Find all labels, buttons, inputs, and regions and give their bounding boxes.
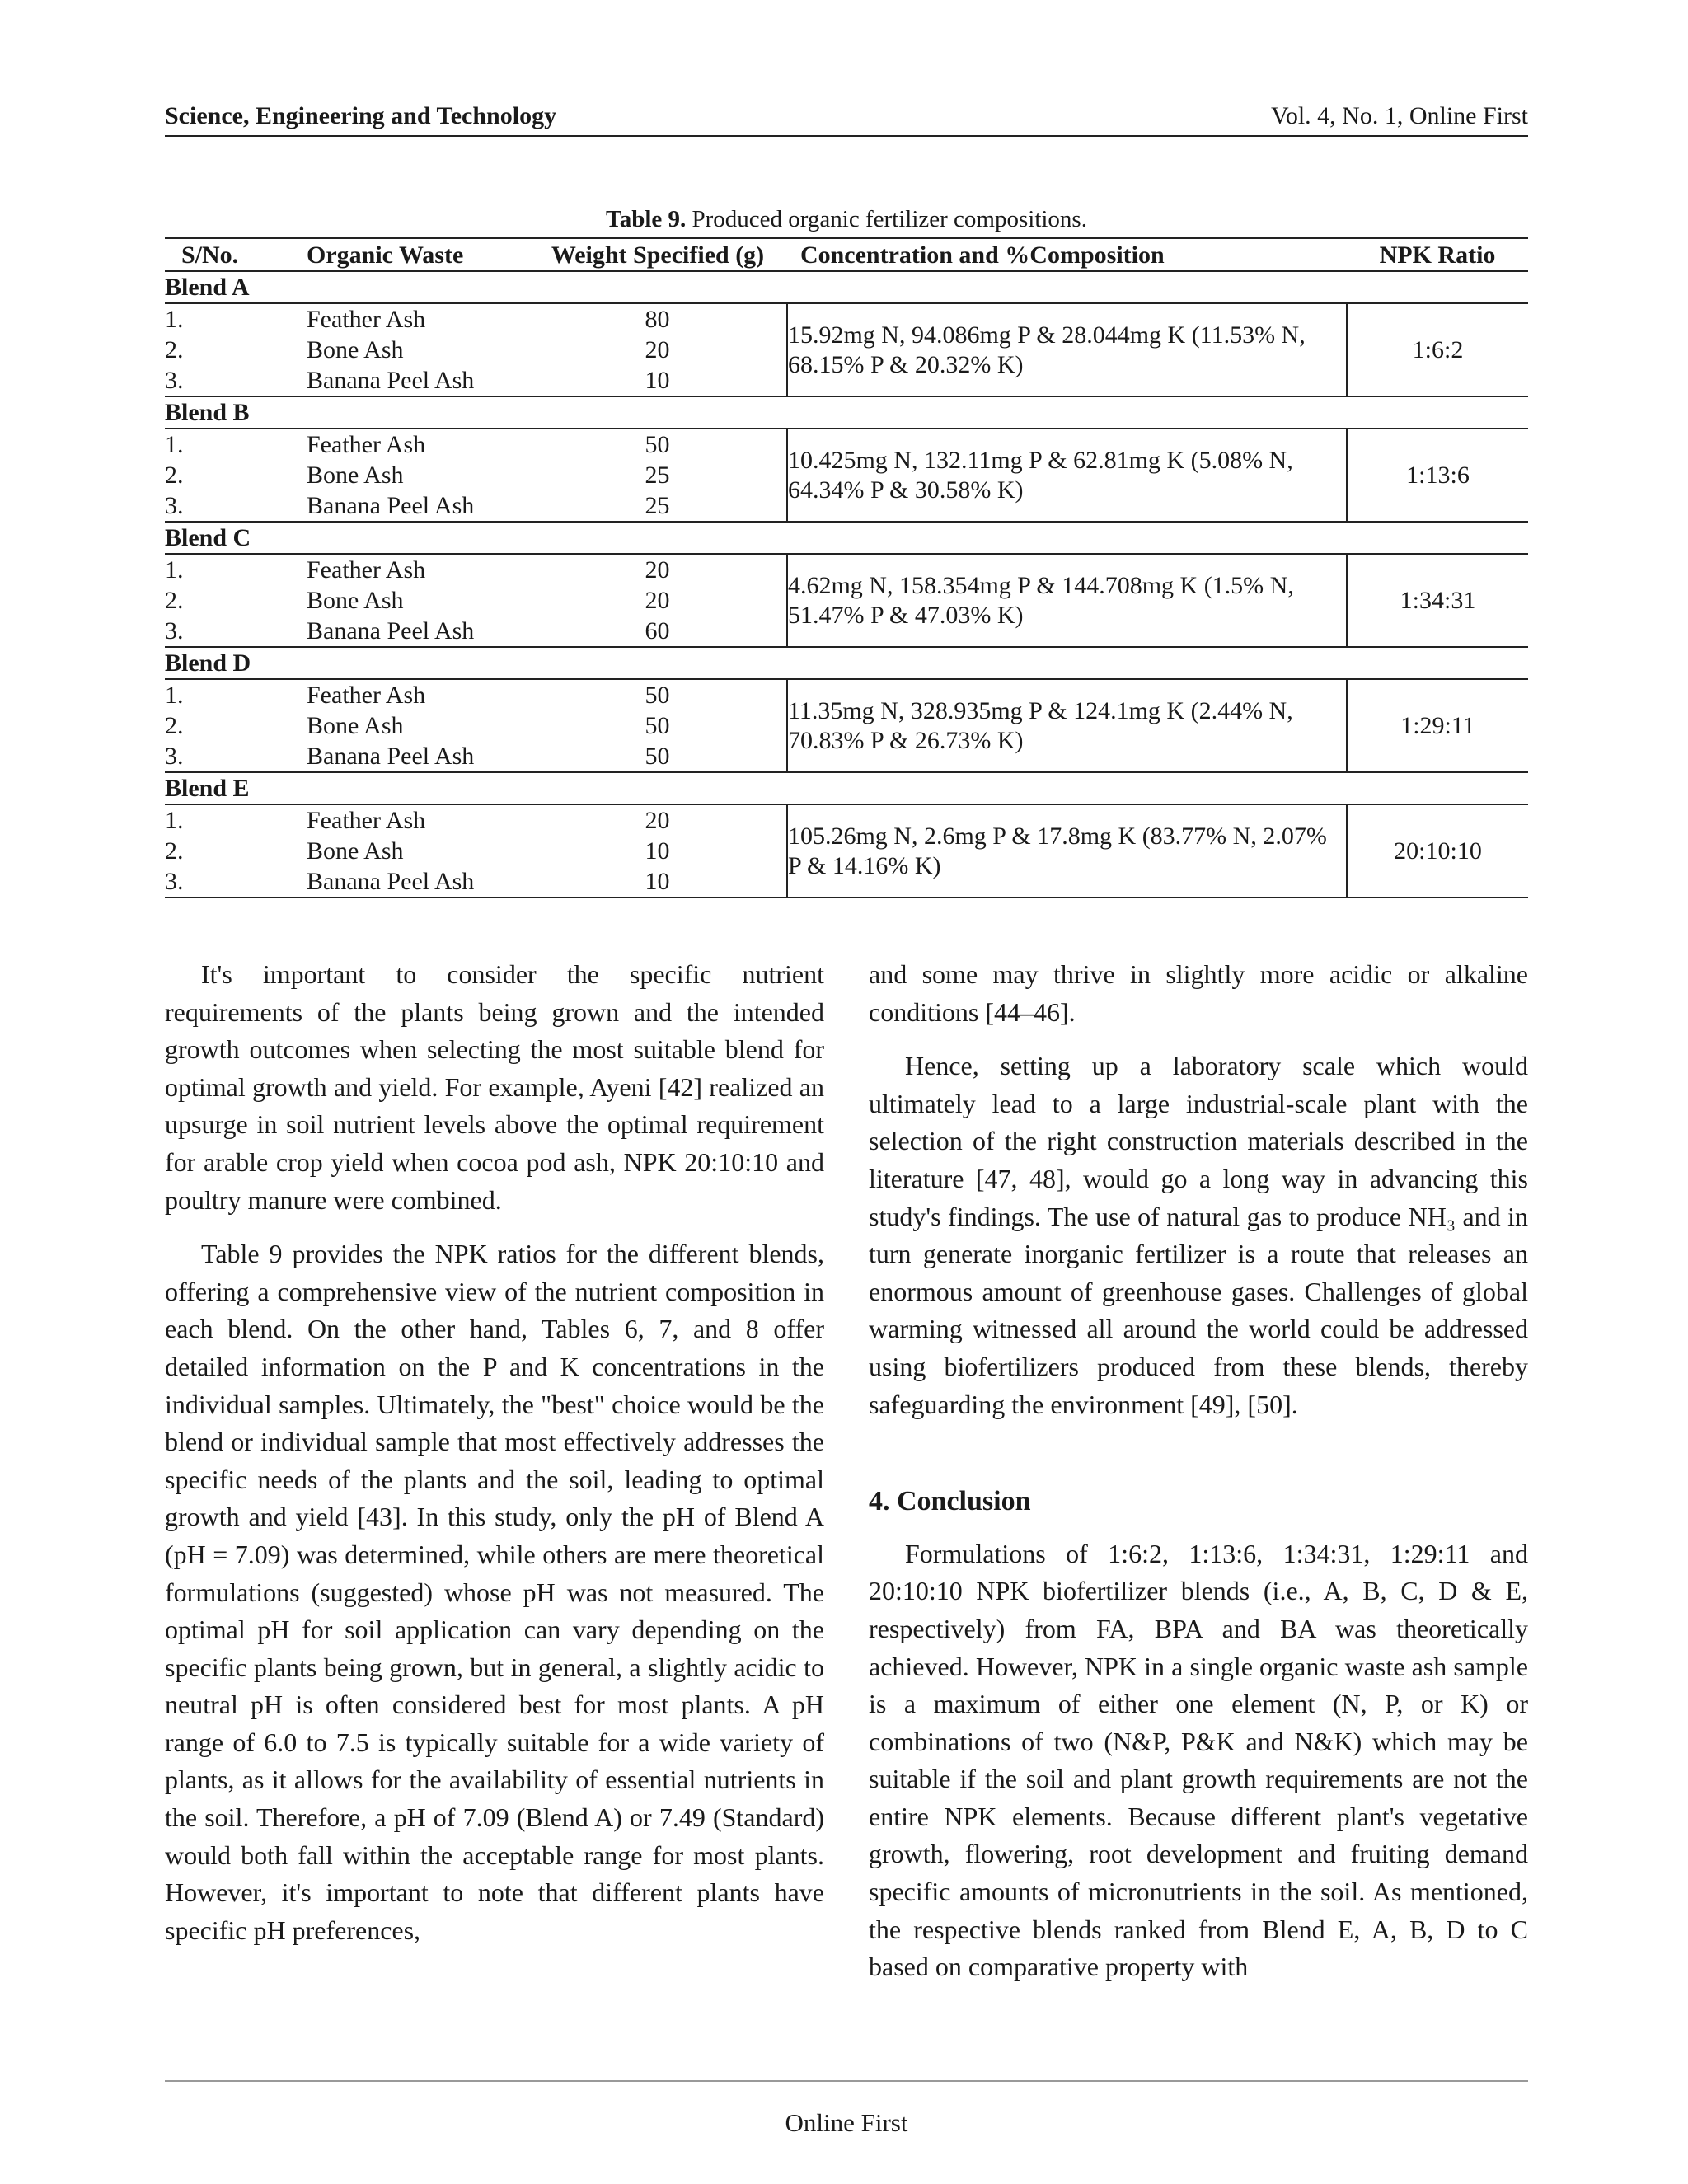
cell-organic-waste: Feather Ash: [307, 306, 426, 333]
paragraph: It's important to consider the specific nutrient requirements of the plants being grown and the intended growth outcomes when selecting the most suitable blend for optimal growth and yield. For example, Ayeni [42] realized an upsurge in soil nutrient levels above the optimal requirement for arable crop yield when cocoa pod ash, NPK 20:10:10 and poultry manure were combined.: [165, 959, 824, 1215]
cell-concentration: 105.26mg N, 2.6mg P & 17.8mg K (83.77% N, 2.07% P & 14.16% K): [787, 804, 1347, 898]
cell-sno: 3.: [165, 741, 307, 772]
cell-weight: 10: [528, 365, 787, 396]
cell-weight: 20: [645, 556, 670, 583]
cell-sno: 2.: [165, 712, 184, 739]
running-header: [165, 104, 1528, 137]
cell-sno: 2.: [165, 336, 184, 363]
right-column: [869, 956, 1528, 2003]
footer-rule: [165, 2080, 1528, 2082]
table-row: [165, 804, 1528, 836]
col-header-weight: Weight Specified (g): [528, 238, 787, 271]
cell-concentration: 15.92mg N, 94.086mg P & 28.044mg K (11.53% N, 68.15% P & 20.32% K): [787, 303, 1347, 396]
blend-name: Blend D: [165, 647, 1528, 679]
paragraph: Hence, setting up a laboratory scale which would ultimately lead to a large industrial-scale plant with the selection of the right construction materials described in the literature [47, 48], would go a long way in advancing this study's findings. The use of natural gas to produce NH₃ and in turn generate inorganic fertilizer is a route that releases an enormous amount of greenhouse gases. Challenges of global warming witnessed all around the world could be addressed using biofertilizers produced from these blends, thereby safeguarding the environment [49], [50].: [869, 1051, 1528, 1419]
cell-sno: 1.: [165, 556, 184, 583]
col-header-organic-waste: Organic Waste: [307, 238, 528, 271]
cell-organic-waste: Feather Ash: [307, 682, 426, 709]
cell-npk-ratio: 1:29:11: [1347, 679, 1528, 772]
cell-organic-waste: Banana Peel Ash: [307, 866, 528, 898]
blend-name: Blend E: [165, 772, 1528, 804]
cell-sno: 1.: [165, 306, 184, 333]
cell-npk-ratio: 20:10:10: [1347, 804, 1528, 898]
cell-sno: 3.: [165, 866, 307, 898]
cell-sno: 2.: [165, 587, 184, 614]
col-header-sno: S/No.: [165, 238, 307, 271]
blend-name: Blend C: [165, 522, 1528, 554]
blend-name: Blend A: [165, 271, 1528, 303]
cell-weight: 25: [645, 462, 670, 489]
paragraph-continued: and some may thrive in slightly more acidic or alkaline conditions [44–46].: [869, 959, 1528, 1027]
page-footer: Online First: [785, 2108, 908, 2137]
cell-weight: 20: [645, 336, 670, 363]
cell-weight: 50: [645, 712, 670, 739]
cell-npk-ratio: 1:6:2: [1347, 303, 1528, 396]
table-caption-label: Table 9.: [606, 206, 687, 232]
cell-organic-waste: Bone Ash: [307, 712, 404, 739]
cell-sno: 3.: [165, 365, 307, 396]
cell-organic-waste: Feather Ash: [307, 431, 426, 458]
cell-sno: 2.: [165, 462, 184, 489]
table-row: [165, 679, 1528, 710]
cell-weight: 20: [645, 587, 670, 614]
cell-concentration: 10.425mg N, 132.11mg P & 62.81mg K (5.08% N, 64.34% P & 30.58% K): [787, 429, 1347, 522]
section-heading-conclusion: 4. Conclusion: [869, 1486, 1031, 1517]
cell-organic-waste: Bone Ash: [307, 462, 404, 489]
cell-sno: 3.: [165, 490, 307, 522]
cell-organic-waste: Feather Ash: [307, 556, 426, 583]
cell-weight: 60: [528, 616, 787, 647]
volume-info: Vol. 4, No. 1, Online First: [1271, 102, 1528, 129]
table-caption: [165, 206, 1528, 233]
blend-row: [165, 396, 1528, 429]
cell-sno: 2.: [165, 837, 184, 865]
cell-weight: 50: [645, 682, 670, 709]
journal-name: Science, Engineering and Technology: [165, 102, 557, 129]
col-header-concentration: Concentration and %Composition: [787, 238, 1347, 271]
table-header-row: [165, 238, 1528, 271]
cell-weight: 50: [645, 431, 670, 458]
cell-sno: 1.: [165, 431, 184, 458]
paragraph: Table 9 provides the NPK ratios for the different blends, offering a comprehensive view of the nutrient composition in each blend. On the other hand, Tables 6, 7, and 8 offer detailed information on the P and K concentrations in the individual samples. Ultimately, the "best" choice would be the blend or individual sample that most effectively addresses the specific needs of the plants and the soil, leading to optimal growth and yield [43]. In this study, only the pH of Blend A (pH = 7.09) was determined, while others are mere theoretical formulations (suggested) whose pH was not measured. The optimal pH for soil application can vary depending on the specific plants being grown, but in general, a slightly acidic to neutral pH is often considered best for most plants. A pH range of 6.0 to 7.5 is typically suitable for a wide variety of plants, as it allows for the availability of essential nutrients in the soil. Therefore, a pH of 7.09 (Blend A) or 7.49 (Standard) would both fall within the acceptable range for most plants. However, it's important to note that different plants have specific pH preferences,: [165, 1239, 824, 1945]
cell-sno: 1.: [165, 682, 184, 709]
table-caption-text: Produced organic fertilizer compositions.: [686, 206, 1087, 232]
fertilizer-composition-table: [165, 237, 1528, 898]
cell-organic-waste: Banana Peel Ash: [307, 490, 528, 522]
cell-organic-waste: Bone Ash: [307, 587, 404, 614]
cell-organic-waste: Banana Peel Ash: [307, 616, 528, 647]
cell-weight: 10: [645, 837, 670, 865]
cell-concentration: 4.62mg N, 158.354mg P & 144.708mg K (1.5% N, 51.47% P & 47.03% K): [787, 554, 1347, 647]
blend-row: [165, 772, 1528, 804]
left-column: [165, 956, 824, 1966]
cell-organic-waste: Feather Ash: [307, 807, 426, 834]
cell-weight: 50: [528, 741, 787, 772]
table-row: [165, 303, 1528, 335]
table-row: [165, 554, 1528, 585]
blend-row: [165, 647, 1528, 679]
blend-row: [165, 522, 1528, 554]
cell-organic-waste: Bone Ash: [307, 336, 404, 363]
table-row: [165, 429, 1528, 460]
col-header-npk-ratio: NPK Ratio: [1347, 238, 1528, 271]
table-body: [165, 271, 1528, 898]
paragraph-conclusion: Formulations of 1:6:2, 1:13:6, 1:34:31, 1:29:11 and 20:10:10 NPK biofertilizer blends (i.e., A, B, C, D & E, respectively) from FA, BPA and BA was theoretically achieved. However, NPK in a single organic waste ash sample is a maximum of either one element (N, P, or K) or combinations of two (N&P, P&K and N&K) which may be suitable if the soil and plant growth requirements are not the entire NPK elements. Because different plant's vegetative growth, flowering, root development and fruiting demand specific amounts of micronutrients in the soil. As mentioned, the respective blends ranked from Blend E, A, B, D to C based on comparative property with: [869, 1538, 1528, 1982]
cell-sno: 1.: [165, 807, 184, 834]
cell-weight: 10: [528, 866, 787, 898]
cell-weight: 20: [645, 807, 670, 834]
blend-name: Blend B: [165, 396, 1528, 429]
cell-sno: 3.: [165, 616, 307, 647]
cell-concentration: 11.35mg N, 328.935mg P & 124.1mg K (2.44% N, 70.83% P & 26.73% K): [787, 679, 1347, 772]
cell-npk-ratio: 1:34:31: [1347, 554, 1528, 647]
blend-row: [165, 271, 1528, 303]
cell-npk-ratio: 1:13:6: [1347, 429, 1528, 522]
cell-weight: 80: [645, 306, 670, 333]
cell-organic-waste: Banana Peel Ash: [307, 365, 528, 396]
cell-weight: 25: [528, 490, 787, 522]
cell-organic-waste: Banana Peel Ash: [307, 741, 528, 772]
cell-organic-waste: Bone Ash: [307, 837, 404, 865]
